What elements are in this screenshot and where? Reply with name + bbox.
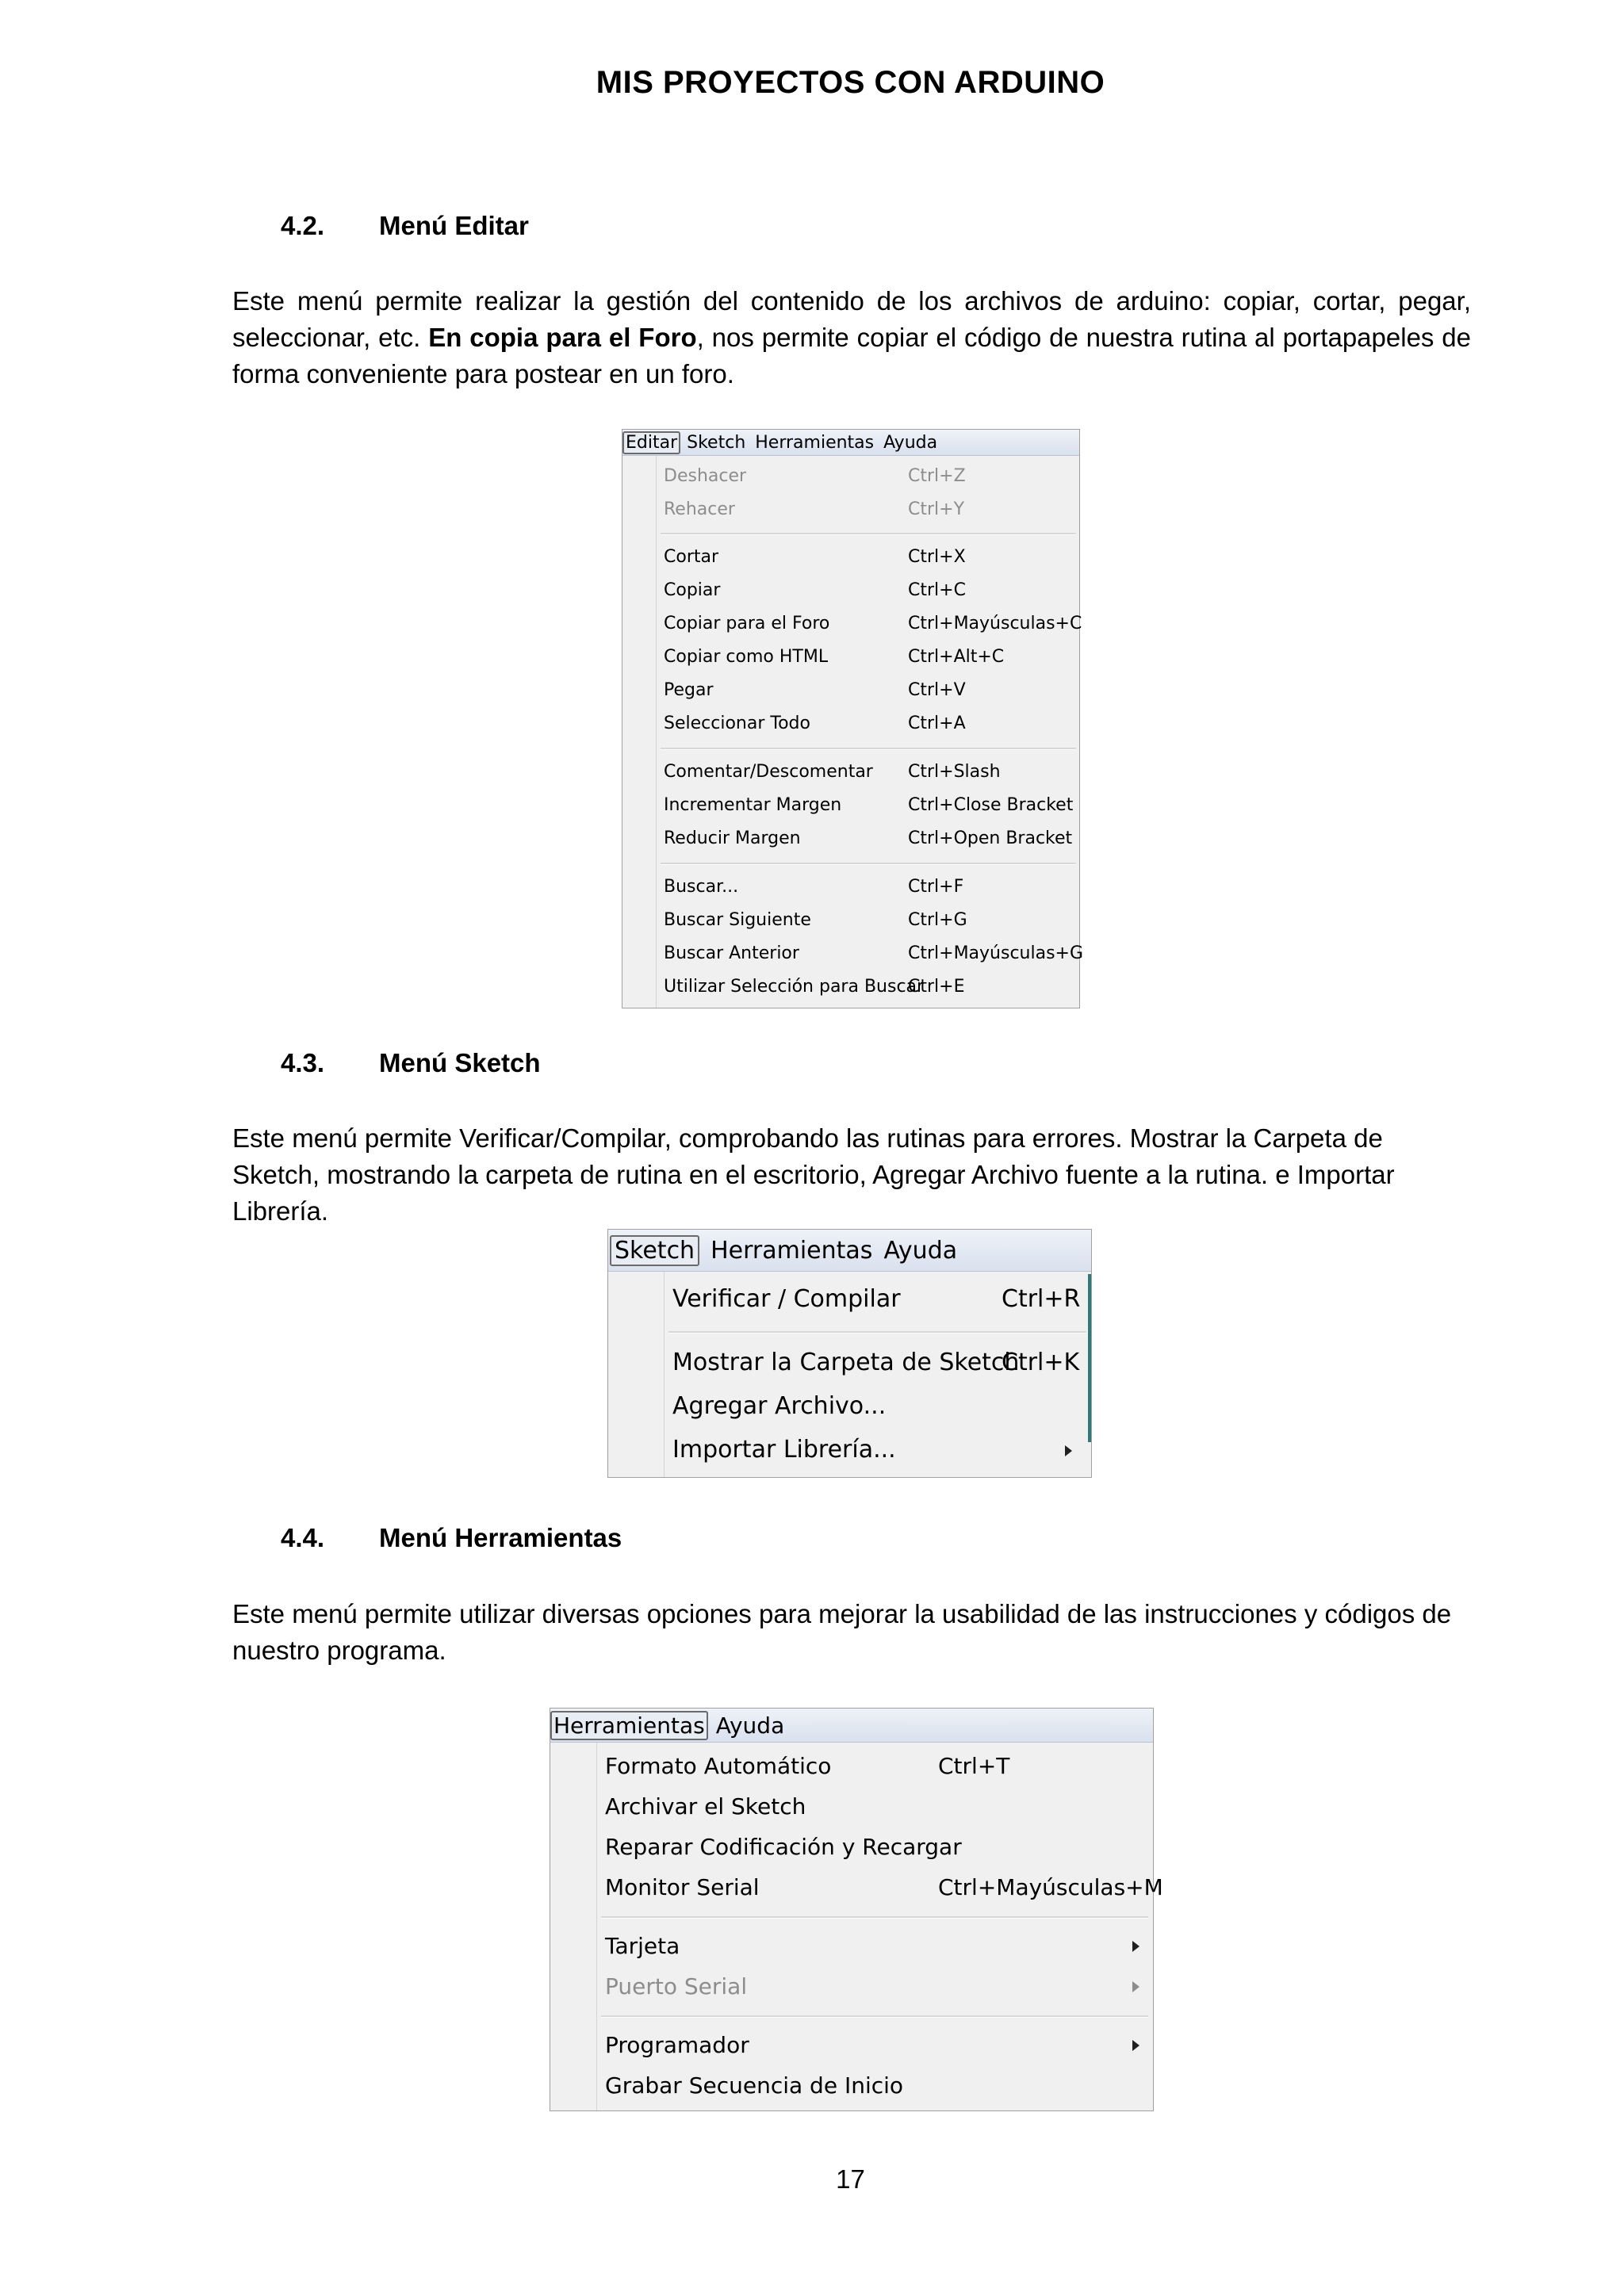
menu-item-shortcut: Ctrl+F (908, 877, 964, 897)
submenu-arrow-icon (1132, 1981, 1139, 1992)
menu-item-label: Incrementar Margen (664, 795, 842, 815)
menu-item-label: Utilizar Selección para Buscar (664, 977, 925, 997)
menu-item-label: Pegar (664, 680, 714, 700)
section-title: Menú Herramientas (379, 1523, 622, 1552)
menubar (550, 1709, 1153, 1743)
section-heading-4-2 (281, 211, 529, 241)
menubar (608, 1230, 1091, 1272)
menu-item-shortcut: Ctrl+E (908, 977, 965, 997)
menu-item-label: Comentar/Descomentar (664, 762, 873, 782)
paragraph-text: Este menú permite realizar la gestión del contenido de los archivos de arduino: copiar, cortar, pegar, seleccionar, etc. (232, 286, 1471, 352)
submenu-arrow-icon (1132, 2040, 1139, 2051)
window-edge (1088, 1274, 1091, 1442)
menu-item-label: Buscar... (664, 877, 739, 897)
menu-item-label: Puerto Serial (605, 1973, 748, 1999)
menu-separator (661, 748, 1076, 750)
menu-item-shortcut: Ctrl+C (908, 580, 966, 600)
section-number: 4.3. (281, 1048, 325, 1077)
menu-item-label: Mostrar la Carpeta de Sketch (672, 1349, 1020, 1376)
menu-item-label: Importar Librería... (672, 1436, 896, 1464)
menu-item-shortcut: Ctrl+R (1002, 1285, 1081, 1313)
menu-item-shortcut: Ctrl+G (908, 910, 967, 930)
menu-item-shortcut: Ctrl+V (908, 680, 966, 700)
menu-separator (601, 2015, 1148, 2018)
section-paragraph-4-2 (232, 283, 1471, 392)
document-header-title: MIS PROYECTOS CON ARDUINO (596, 65, 1105, 100)
menu-item-label: Deshacer (664, 466, 747, 486)
menu-item-label: Agregar Archivo... (672, 1392, 887, 1420)
menubar (622, 430, 1079, 456)
menubar-item-ayuda[interactable]: Ayuda (715, 1712, 785, 1739)
menu-item-shortcut: Ctrl+Slash (908, 762, 1001, 782)
submenu-arrow-icon (1065, 1445, 1072, 1456)
sketch-menu-screenshot (607, 1229, 1092, 1478)
menubar-item-editar[interactable]: Editar (622, 431, 680, 454)
tools-menu-screenshot (550, 1708, 1163, 2111)
menu-item-shortcut: Ctrl+Mayúsculas+M (938, 1874, 1163, 1900)
menu-gutter (608, 1272, 665, 1477)
submenu-arrow-icon (1132, 1941, 1139, 1952)
menubar-item-ayuda[interactable]: Ayuda (883, 432, 938, 453)
menu-item-label: Grabar Secuencia de Inicio (605, 2072, 904, 2099)
section-title: Menú Sketch (379, 1048, 541, 1077)
menu-item-label: Formato Automático (605, 1753, 832, 1779)
menubar-item-herramientas[interactable]: Herramientas (550, 1711, 708, 1740)
menu-item-label: Rehacer (664, 499, 735, 519)
menu-item-label: Cortar (664, 547, 719, 567)
section-number: 4.4. (281, 1523, 325, 1552)
menubar-item-ayuda[interactable]: Ayuda (883, 1236, 958, 1265)
menu-item-shortcut: Ctrl+Mayúsculas+G (908, 943, 1084, 963)
section-paragraph-4-4: Este menú permite utilizar diversas opciones para mejorar la usabilidad de las instrucciones y códigos de nuestro programa. (232, 1599, 1452, 1665)
menu-item-label: Copiar para el Foro (664, 614, 830, 633)
edit-menu-screenshot (622, 429, 1084, 1008)
menu-separator (661, 863, 1076, 865)
menu-item-label: Programador (605, 2032, 749, 2058)
menu-item-label: Verificar / Compilar (672, 1285, 901, 1313)
menu-item-label: Reducir Margen (664, 828, 801, 848)
menu-item-label: Seleccionar Todo (664, 714, 810, 733)
paragraph-bold-text: En copia para el Foro (428, 323, 697, 352)
menu-item-shortcut: Ctrl+T (938, 1753, 1010, 1779)
page-number: 17 (836, 2164, 865, 2194)
menu-separator (661, 533, 1076, 535)
menu-item-shortcut: Ctrl+Close Bracket (908, 795, 1074, 815)
paragraph-text: , nos permite copiar el código de nuestra rutina al portapapeles de forma conveniente para postear en un foro. (232, 323, 1472, 388)
section-heading-4-3 (281, 1048, 541, 1078)
menu-item-label: Tarjeta (605, 1933, 680, 1959)
menu-item-shortcut: Ctrl+K (1002, 1349, 1080, 1376)
menubar-item-sketch[interactable]: Sketch (610, 1235, 699, 1266)
menu-gutter (622, 456, 657, 1008)
menu-separator (601, 1916, 1148, 1919)
menu-gutter (550, 1743, 597, 2110)
section-heading-4-4 (281, 1523, 622, 1553)
menu-item-label: Buscar Siguiente (664, 910, 811, 930)
menu-item-shortcut: Ctrl+Alt+C (908, 647, 1005, 667)
menu-item-label: Archivar el Sketch (605, 1793, 806, 1820)
menu-item-label: Buscar Anterior (664, 943, 799, 963)
menu-item-shortcut: Ctrl+Mayúsculas+C (908, 614, 1082, 633)
menubar-item-herramientas[interactable]: Herramientas (710, 1236, 873, 1265)
section-paragraph-4-3: Este menú permite Verificar/Compilar, comprobando las rutinas para errores. Mostrar la Carpeta de Sketch, mostrando la carpeta de rutina en el escritorio, Agregar Archivo fuente a la rutina. e Importar Librería. (232, 1123, 1395, 1226)
menubar-item-herramientas[interactable]: Herramientas (755, 432, 875, 453)
menu-item-label: Copiar (664, 580, 721, 600)
menu-item-shortcut: Ctrl+A (908, 714, 966, 733)
menubar-item-sketch[interactable]: Sketch (687, 432, 746, 453)
menu-item-shortcut: Ctrl+X (908, 547, 966, 567)
menu-item-label: Copiar como HTML (664, 647, 829, 667)
section-title: Menú Editar (379, 211, 529, 240)
menu-item-shortcut: Ctrl+Open Bracket (908, 828, 1073, 848)
menu-item-shortcut: Ctrl+Z (908, 466, 966, 486)
menu-separator (668, 1331, 1086, 1334)
menu-item-shortcut: Ctrl+Y (908, 499, 965, 519)
menu-item-label: Monitor Serial (605, 1874, 760, 1900)
menu-item-label: Reparar Codificación y Recargar (605, 1834, 962, 1860)
section-number: 4.2. (281, 211, 325, 240)
